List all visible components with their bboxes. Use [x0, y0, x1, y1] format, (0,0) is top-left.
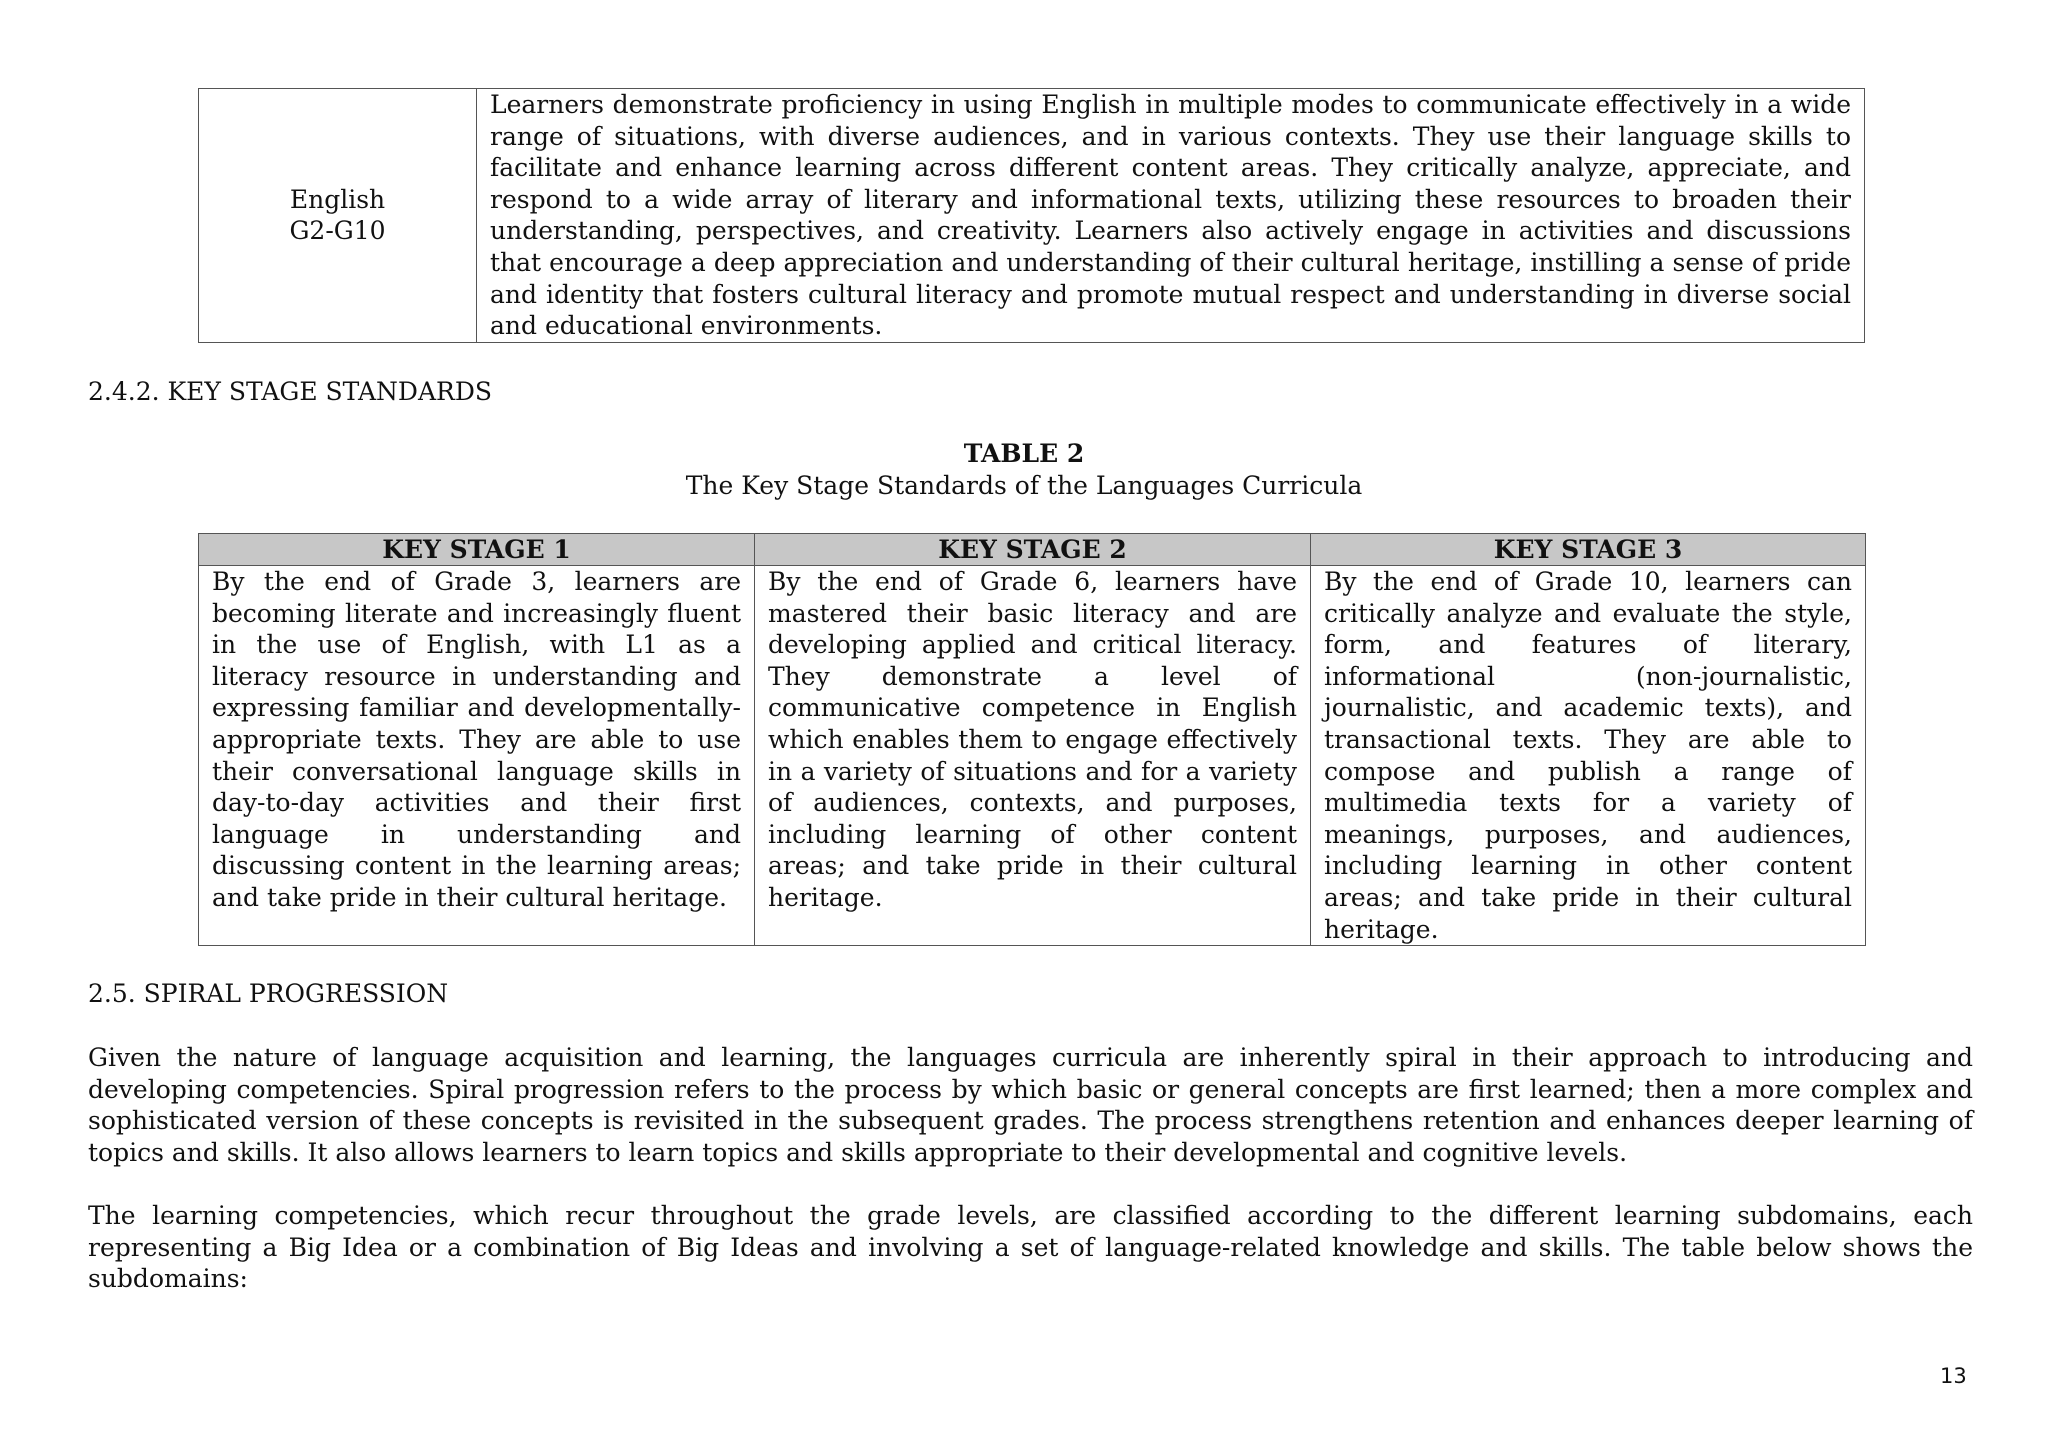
section-heading-key-stage-standards: 2.4.2. KEY STAGE STANDARDS	[88, 377, 492, 406]
header-key-stage-3: KEY STAGE 3	[1311, 534, 1866, 566]
section-heading-spiral-progression: 2.5. SPIRAL PROGRESSION	[88, 979, 449, 1008]
subject-description: Learners demonstrate proficiency in using English in multiple modes to communicate effectively in a wide range of situations, with diverse audiences, and in various contexts. They use their language skills to facilitate and enhance learning across different content areas. They critically analyze, appreciate, and respond to a wide array of literary and informational texts, utilizing these resources to broaden their understanding, perspectives, and creativity. Learners also actively engage in activities and discussions that encourage a deep appreciation and understanding of their cultural heritage, instilling a sense of pride and identity that fosters cultural literacy and promote mutual respect and understanding in diverse social and educational environments.	[477, 89, 1865, 343]
cell-key-stage-3: By the end of Grade 10, learners can critically analyze and evaluate the style, form, and features of literary, informational (non-journalistic, journalistic, and academic texts), and transactional texts. They are able to compose and publish a range of multimedia texts for a variety of meanings, purposes, and audiences, including learning in other content areas; and take pride in their cultural heritage.	[1311, 566, 1866, 946]
paragraph: Given the nature of language acquisition and learning, the languages curricula are inherently spiral in their approach to introducing and developing competencies. Spiral progression refers to the process by which basic or general concepts are first learned; then a more complex and sophisticated version of these concepts is revisited in the subsequent grades. The process strengthens retention and enhances deeper learning of topics and skills. It also allows learners to learn topics and skills appropriate to their developmental and cognitive levels.	[88, 1043, 1973, 1167]
key-stage-table	[198, 533, 1866, 946]
table-row	[199, 566, 1866, 946]
header-key-stage-1: KEY STAGE 1	[199, 534, 755, 566]
cell-key-stage-1: By the end of Grade 3, learners are becoming literate and increasingly fluent in the use of English, with L1 as a literacy resource in understanding and expressing familiar and developmentally-appropriate texts. They are able to use their conversational language skills in day-to-day activities and their first language in understanding and discussing content in the learning areas; and take pride in their cultural heritage.	[199, 566, 755, 946]
paragraph: The learning competencies, which recur throughout the grade levels, are classified according to the different learning subdomains, each representing a Big Idea or a combination of Big Ideas and involving a set of language-related knowledge and skills. The table below shows the subdomains:	[88, 1201, 1973, 1293]
table-row	[199, 89, 1865, 343]
table-title: TABLE 2	[963, 439, 1085, 468]
table-header-row	[199, 534, 1866, 566]
cell-key-stage-2: By the end of Grade 6, learners have mastered their basic literacy and are developing applied and critical literacy. They demonstrate a level of communicative competence in English which enables them to engage effectively in a variety of situations and for a variety of audiences, contexts, and purposes, including learning of other content areas; and take pride in their cultural heritage.	[755, 566, 1311, 946]
subject-name: English	[289, 184, 386, 214]
subject-standard-table	[198, 88, 1865, 343]
subject-cell	[199, 89, 477, 343]
page-number: 13	[1940, 1364, 1967, 1388]
subject-grades: G2-G10	[289, 216, 386, 246]
header-key-stage-2: KEY STAGE 2	[755, 534, 1311, 566]
table-subtitle: The Key Stage Standards of the Languages Curricula	[685, 471, 1363, 500]
